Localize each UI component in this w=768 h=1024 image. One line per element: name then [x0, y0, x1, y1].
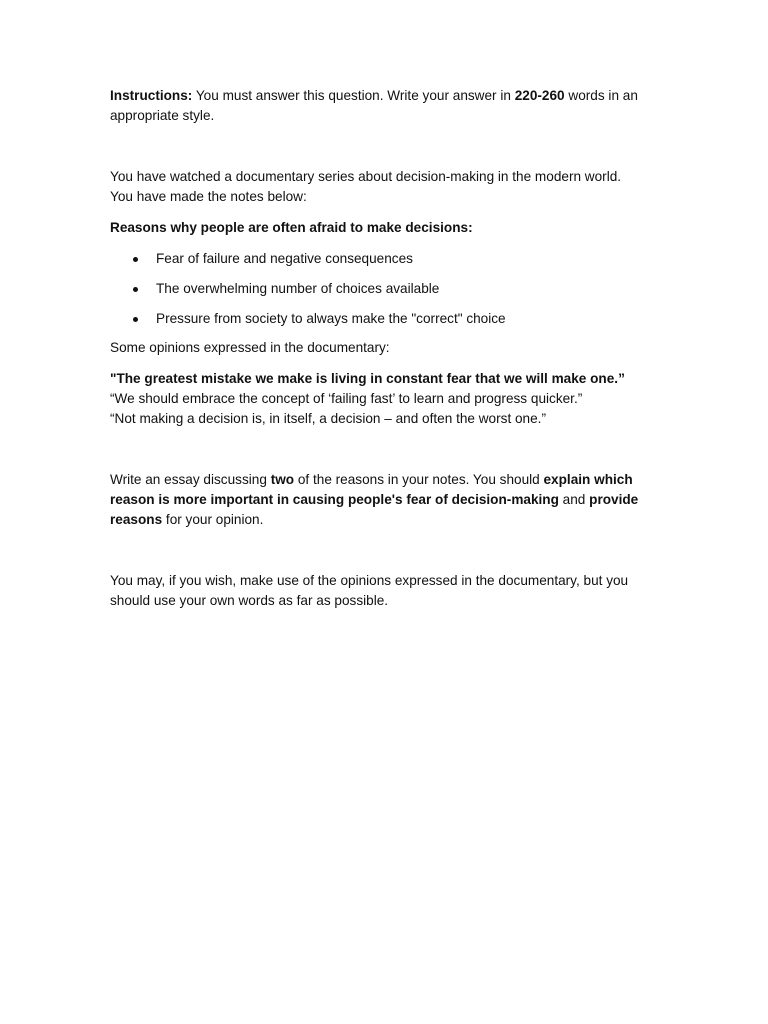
instructions-label: Instructions: — [110, 88, 193, 103]
intro-paragraph — [110, 167, 670, 207]
reason-text: Pressure from society to always make the "correct" choice — [156, 311, 506, 326]
list-item — [110, 309, 670, 329]
closing-line-1: You may, if you wish, make use of the opinions expressed in the documentary, but you — [110, 573, 629, 588]
task-emphasis-provide: provide reasons — [110, 492, 639, 527]
reasons-list — [110, 249, 670, 329]
notes-heading: Reasons why people are often afraid to make decisions: — [110, 220, 473, 235]
closing-line-2: should use your own words as far as possible. — [110, 593, 389, 608]
reason-text: The overwhelming number of choices available — [156, 281, 440, 296]
task-paragraph: Write an essay discussing two of the reasons in your notes. You should explain which reason is more important in causing people's fear of decision-making and provide reasons for your opinion. — [110, 472, 639, 527]
instructions-paragraph — [110, 86, 670, 126]
bullet-icon — [133, 257, 138, 262]
bullet-icon — [133, 317, 138, 322]
list-item — [110, 249, 670, 269]
bullet-icon — [133, 287, 138, 292]
instructions-text-before: You must answer this question. Write your answer in — [192, 88, 515, 103]
task-emphasis-two: two — [270, 472, 295, 487]
instructions-text-after: words in an appropriate style. — [110, 88, 638, 123]
intro-line-2: You have made the notes below: — [110, 189, 307, 204]
quote-3: “Not making a decision is, in itself, a decision – and often the worst one.” — [110, 411, 546, 426]
opinions-quotes — [110, 369, 670, 429]
opinions-intro: Some opinions expressed in the documentary: — [110, 340, 390, 355]
reason-text: Fear of failure and negative consequences — [156, 251, 413, 266]
quote-2: “We should embrace the concept of ‘failing fast’ to learn and progress quicker.” — [110, 391, 583, 406]
quote-1: "The greatest mistake we make is living in constant fear that we will make one.” — [110, 371, 625, 386]
document-body — [110, 86, 670, 611]
task-emphasis-explain: explain which reason is more important in causing people's fear of decision-making — [110, 472, 633, 507]
word-range: 220-260 — [514, 88, 565, 103]
list-item — [110, 279, 670, 299]
intro-line-1: You have watched a documentary series about decision-making in the modern world. — [110, 169, 622, 184]
closing-paragraph — [110, 571, 670, 611]
